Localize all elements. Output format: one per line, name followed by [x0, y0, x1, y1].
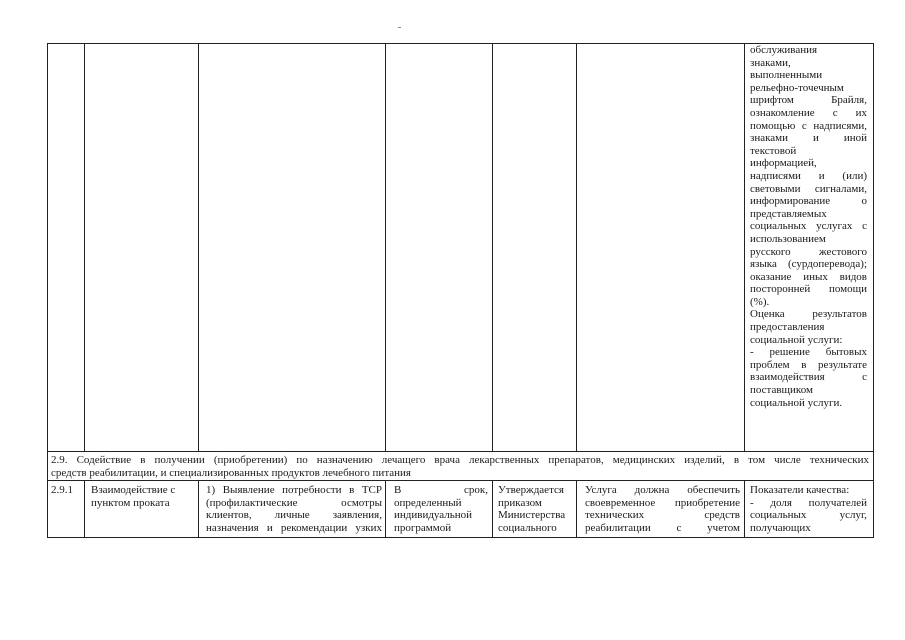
text-line: получающих [750, 521, 811, 534]
text-line: пунктом проката [91, 496, 170, 509]
text-line: световыми сигналами, [750, 182, 867, 195]
service-conditions-cell [585, 484, 740, 534]
text-line: В срок, [394, 484, 488, 496]
col-border [576, 480, 577, 538]
service-quality-cell [750, 484, 867, 534]
text-line: назначения и рекомендации узких [206, 521, 382, 534]
text-line: предоставления [750, 321, 825, 334]
service-content-cell [206, 484, 382, 534]
col-border [744, 43, 745, 452]
col-border [492, 43, 493, 452]
text-line: (%). [750, 295, 770, 308]
text-line: Утверждается [498, 484, 564, 496]
col-border [198, 480, 199, 538]
scan-artifact [398, 27, 401, 28]
service-term-cell [394, 484, 488, 534]
col-border [47, 43, 48, 538]
text-line: определенный [394, 496, 462, 509]
text-line: поставщиком [750, 384, 813, 397]
table-bottom-border [47, 537, 874, 538]
text-line: Взаимодействие с [91, 484, 176, 496]
text-line: (профилактические осмотры [206, 496, 382, 509]
text-line: информацией, [750, 157, 817, 170]
section-heading-line: 2.9. Содействие в получении (приобретении) по назначению лечащего врача лекарственных препаратов, медицинских изделий, в том числе технических [51, 454, 869, 466]
text-line: реабилитации с учетом [585, 521, 740, 534]
text-line: Показатели качества: [750, 484, 850, 496]
text-line: представляемых [750, 207, 827, 220]
text-line: рельефно-точечным [750, 81, 844, 94]
col-border [198, 43, 199, 452]
text-line: обслуживания [750, 44, 818, 56]
text-line: технических средств [585, 509, 740, 522]
col-border [576, 43, 577, 452]
text-line: информирование о [750, 195, 867, 208]
text-line: взаимодействия с [750, 371, 867, 384]
text-line: - доля получателей [750, 496, 867, 509]
row-divider [47, 451, 874, 452]
text-line: выполненными [750, 69, 823, 82]
col-border [84, 480, 85, 538]
text-line: социальных услугах с [750, 220, 867, 233]
service-name-cell [91, 484, 195, 509]
text-line: программой [394, 521, 452, 534]
row-number: 2.9.1 [51, 484, 73, 496]
text-line: приказом [498, 496, 542, 509]
text-line: текстовой [750, 144, 797, 157]
row-divider [47, 480, 874, 481]
text-line: помощью с надписями, [750, 119, 867, 132]
text-line: социального [498, 521, 557, 534]
text-line: оказание иных видов [750, 270, 867, 283]
text-line: социальной услуги. [750, 396, 843, 409]
section-heading [51, 454, 869, 479]
col-border [385, 480, 386, 538]
text-line: Оценка результатов [750, 308, 867, 321]
text-line: использованием [750, 232, 826, 245]
text-line: 1) Выявление потребности в ТСР [206, 484, 382, 496]
text-line: знаками и иной [750, 132, 867, 145]
col-border [873, 43, 874, 538]
text-line: ознакомление с их [750, 106, 867, 119]
text-line: языка (сурдоперевода); [750, 258, 867, 271]
text-line: индивидуальной [394, 509, 473, 522]
text-line: шрифтом Брайля, [750, 94, 867, 107]
text-line: русского жестового [750, 245, 867, 258]
section-heading-line: средств реабилитации, и специализированных продуктов лечебного питания [51, 466, 411, 479]
col-border [492, 480, 493, 538]
text-line: Министерства [498, 509, 566, 522]
text-line: социальной услуги: [750, 333, 843, 346]
text-line: знаками, [750, 56, 791, 69]
service-price-cell [498, 484, 574, 534]
col-border [385, 43, 386, 452]
col-border [744, 480, 745, 538]
text-line: - решение бытовых [750, 346, 867, 359]
text-line: своевременное приобретение [585, 496, 740, 509]
text-line: посторонней помощи [750, 283, 867, 296]
text-line: проблем в результате [750, 358, 867, 371]
text-line: клиентов, личные заявления, [206, 509, 382, 522]
text-line: социальных услуг, [750, 509, 867, 522]
text-line: Услуга должна обеспечить [585, 484, 740, 496]
quality-indicators-cell [750, 44, 867, 409]
text-line: надписями и (или) [750, 169, 867, 182]
col-border [84, 43, 85, 452]
